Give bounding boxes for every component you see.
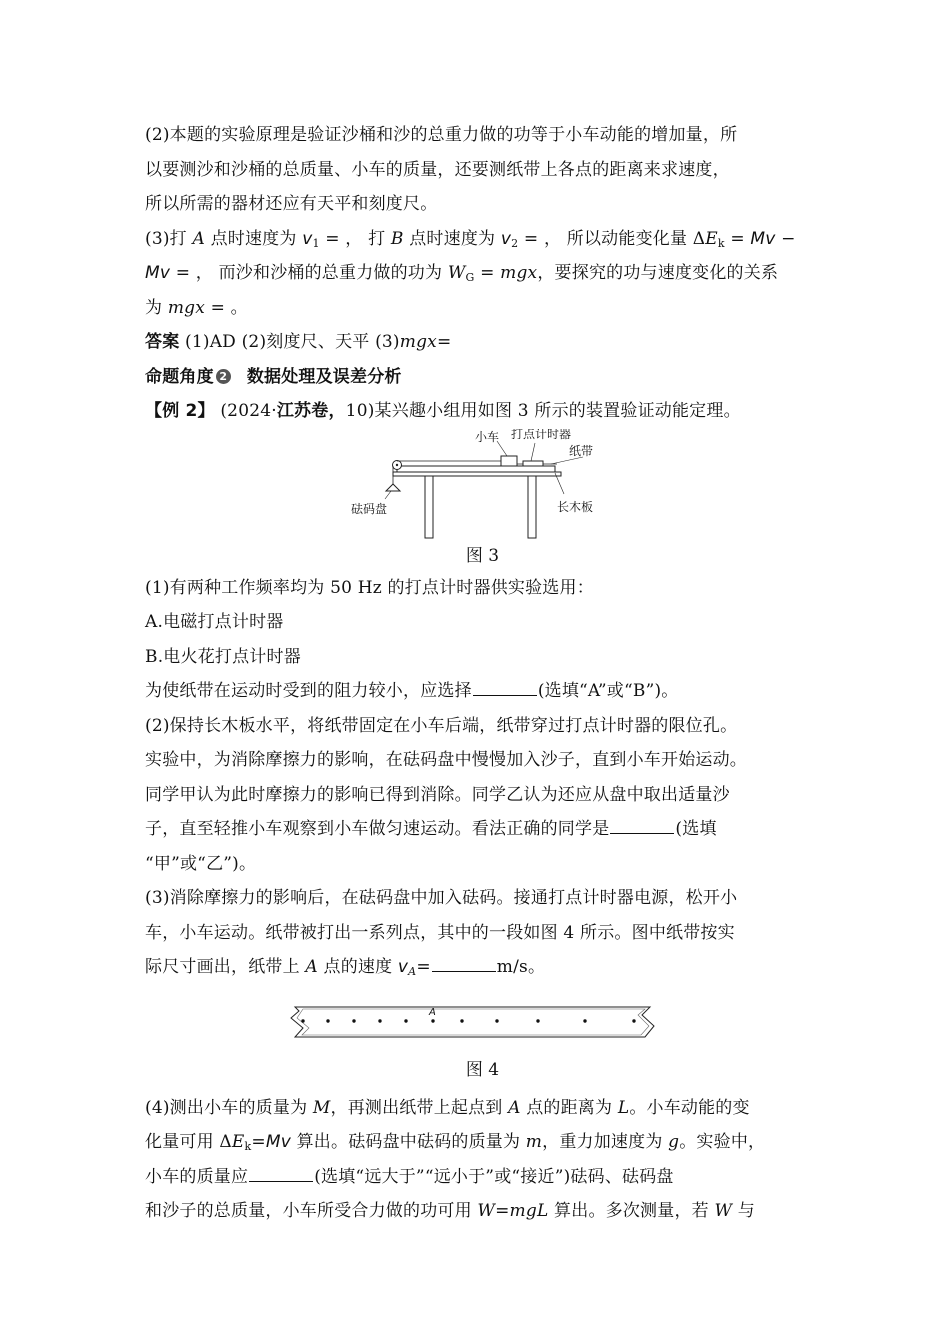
text: 子，直至轻推小车观察到小车做匀速运动。看法正确的同学是 xyxy=(145,819,610,839)
var-Mv: Mv xyxy=(265,1132,291,1152)
text: 和沙子的总质量，小车所受合力做的功可用 xyxy=(145,1201,478,1221)
var-B: B xyxy=(390,228,404,249)
text: 为 xyxy=(145,297,168,318)
text: 点的速度 xyxy=(317,957,398,977)
text: (选填“A”或“B”)。 xyxy=(537,681,679,701)
answer-blank xyxy=(473,681,537,696)
answer-text: (1)AD (2)刻度尺、天平 (3) xyxy=(179,332,400,352)
var-W: W xyxy=(714,1201,733,1221)
tape-dot-A xyxy=(431,1019,434,1022)
text: A.电磁打点计时器 xyxy=(145,612,284,632)
label-A: A xyxy=(429,1006,436,1018)
label-cart: 小车 xyxy=(475,429,500,444)
text: B.电火花打点计时器 xyxy=(145,646,301,667)
label-board: 长木板 xyxy=(557,499,594,514)
section-heading xyxy=(145,360,820,395)
text: (1)有两种工作频率均为 50 Hz 的打点计时器供实验选用： xyxy=(145,577,594,598)
question-2-line5 xyxy=(145,847,820,882)
answer-blank xyxy=(432,957,496,972)
text: 算出。砝码盘中砝码的质量为 xyxy=(290,1132,526,1152)
source-text: 10) xyxy=(345,401,375,421)
solution-part3-line3 xyxy=(145,291,820,326)
text: (选填“远大于”“远小于”或“接近”)砝码、砝码盘 xyxy=(314,1166,674,1187)
var-g: g xyxy=(668,1132,680,1152)
ticker-timer xyxy=(523,461,543,466)
var-M: M xyxy=(312,1097,331,1118)
text: 以要测沙和沙桶的总质量、小车的质量，还要测纸带上各点的距离来求速度， xyxy=(145,159,730,180)
text: 。实验中， xyxy=(679,1132,766,1152)
solution-part2-line3 xyxy=(145,187,820,222)
tape-dot xyxy=(495,1019,498,1022)
tape-dot xyxy=(404,1019,407,1022)
text: 所以所需的器材还应有天平和刻度尺。 xyxy=(145,194,438,214)
paper-tape-outline xyxy=(291,1007,654,1037)
text: 化量可用 Δ xyxy=(145,1132,232,1152)
tabletop xyxy=(393,472,561,476)
circled-number-icon: 2 xyxy=(216,369,231,384)
text: m/s。 xyxy=(496,957,546,977)
subscript: 1 xyxy=(312,236,320,250)
subscript: k xyxy=(244,1140,252,1153)
tape-dot xyxy=(326,1019,329,1022)
question-4-line1 xyxy=(145,1091,820,1126)
tape-dot xyxy=(301,1019,304,1022)
text: = xyxy=(436,332,452,352)
text: 为使纸带在运动时受到的阻力较小，应选择 xyxy=(145,681,472,701)
var-v: v xyxy=(397,957,409,977)
answer-label: 答案 xyxy=(145,332,180,352)
var-Mv: Mv xyxy=(145,263,171,283)
question-1-line4 xyxy=(145,674,820,709)
paper-tape-diagram xyxy=(145,995,820,1051)
tape-dot xyxy=(352,1019,355,1022)
text: = ， 所以动能变化量 Δ xyxy=(518,228,706,249)
label-timer: 打点计时器 xyxy=(511,428,572,441)
var-v1: v xyxy=(302,228,313,249)
figure-3 xyxy=(145,429,820,541)
text: − xyxy=(775,228,796,249)
leader-line xyxy=(531,443,535,461)
question-3-line1 xyxy=(145,881,820,916)
apparatus-diagram xyxy=(145,429,820,541)
text: ，重力加速度为 xyxy=(542,1132,669,1152)
tape-dot xyxy=(536,1019,539,1022)
question-4-line2 xyxy=(145,1125,820,1160)
text: = ， 打 xyxy=(319,228,391,249)
answer-blank xyxy=(610,819,674,834)
var-W: W xyxy=(447,263,466,283)
example-heading xyxy=(145,394,820,429)
text: 同学甲认为此时摩擦力的影响已得到消除。同学乙认为还应从盘中取出适量沙 xyxy=(145,784,730,805)
subscript: k xyxy=(717,236,725,250)
question-1-option-a xyxy=(145,605,820,640)
source-bold: 江苏卷， xyxy=(276,401,346,421)
text: (3)打 xyxy=(145,228,193,249)
question-2-line4 xyxy=(145,812,820,847)
var-m: m xyxy=(525,1132,543,1152)
long-board xyxy=(397,466,555,472)
text: “甲”或“乙”)。 xyxy=(145,853,257,874)
var-E: E xyxy=(705,228,718,249)
text: 与 xyxy=(732,1201,755,1221)
var-mgL: mgL xyxy=(509,1201,549,1221)
subscript: A xyxy=(408,965,417,978)
figure-4-caption: 图 4 xyxy=(465,1059,500,1080)
text: = xyxy=(495,1201,510,1221)
text: = 。 xyxy=(205,297,248,318)
text: = ， 而沙和沙桶的总重力做的功为 xyxy=(170,263,448,283)
answer-blank xyxy=(249,1167,313,1182)
cart xyxy=(501,456,517,466)
var-W: W xyxy=(477,1201,496,1221)
weight-pan xyxy=(386,484,400,491)
question-2-line3 xyxy=(145,778,820,813)
subscript: 2 xyxy=(511,236,519,250)
tape-dot xyxy=(583,1019,586,1022)
var-L: L xyxy=(617,1097,630,1118)
text: 点时速度为 xyxy=(204,228,303,249)
text: (2)本题的实验原理是验证沙桶和沙的总重力做的功等于小车动能的增加量，所 xyxy=(145,125,738,145)
figure-4 xyxy=(145,995,820,1051)
example-label: 【例 2】 xyxy=(145,401,215,421)
leader-line xyxy=(385,491,391,499)
section-title: 命题角度 xyxy=(145,366,214,387)
question-3-line3 xyxy=(145,950,820,985)
question-2-line1 xyxy=(145,709,820,744)
figure-3-caption: 图 3 xyxy=(465,545,500,566)
var-Mv: Mv xyxy=(750,228,776,249)
tape-dot xyxy=(378,1019,381,1022)
var-mgx: mgx xyxy=(399,332,437,352)
text: = xyxy=(251,1132,266,1152)
text: (4)测出小车的质量为 xyxy=(145,1097,313,1118)
text: 际尺寸画出，纸带上 xyxy=(145,957,306,977)
question-4-line4 xyxy=(145,1194,820,1229)
label-tape: 纸带 xyxy=(569,443,594,458)
text: 点的距离为 xyxy=(520,1097,618,1118)
var-mgx: mgx xyxy=(500,263,538,283)
var-v2: v xyxy=(500,228,512,249)
text: = xyxy=(724,228,751,249)
example-text: 某兴趣小组用如图 3 所示的装置验证动能定理。 xyxy=(374,401,741,421)
leader-line xyxy=(551,457,583,464)
text: 。小车动能的变 xyxy=(629,1097,750,1118)
var-A: A xyxy=(305,957,318,977)
solution-part3-line1 xyxy=(145,222,820,257)
text: 实验中，为消除摩擦力的影响，在砝码盘中慢慢加入沙子，直到小车开始运动。 xyxy=(145,750,747,770)
question-1-line1 xyxy=(145,571,820,606)
question-1-option-b xyxy=(145,640,820,675)
table-leg xyxy=(528,476,536,538)
text: (选填 xyxy=(675,819,717,839)
answer-line xyxy=(145,325,820,360)
question-4-line3 xyxy=(145,1160,820,1195)
text: 小车的质量应 xyxy=(145,1166,249,1187)
tape-dot xyxy=(632,1019,635,1022)
question-2-line2 xyxy=(145,743,820,778)
solution-part3-line2 xyxy=(145,256,820,291)
solution-part2-line1 xyxy=(145,118,820,153)
pulley-axle xyxy=(396,463,398,465)
var-A: A xyxy=(508,1097,521,1118)
document-page xyxy=(145,118,820,1229)
solution-part2-line2 xyxy=(145,153,820,188)
var-A: A xyxy=(192,228,205,249)
question-3-line2 xyxy=(145,916,820,951)
table-leg xyxy=(425,476,433,538)
var-E: E xyxy=(231,1132,245,1152)
text: = xyxy=(474,263,501,283)
tape-dot xyxy=(460,1019,463,1022)
text: = xyxy=(416,957,431,977)
text: ，再测出纸带上起点到 xyxy=(330,1097,509,1118)
text: 点时速度为 xyxy=(403,228,501,249)
text: ，要探究的功与速度变化的关系 xyxy=(537,263,779,283)
text: (2)保持长木板水平，将纸带固定在小车后端，纸带穿过打点计时器的限位孔。 xyxy=(145,715,738,736)
text: (3)消除摩擦力的影响后，在砝码盘中加入砝码。接通打点计时器电源，松开小 xyxy=(145,888,738,908)
section-subtitle: 数据处理及误差分析 xyxy=(246,366,402,387)
text: 算出。多次测量，若 xyxy=(548,1201,715,1221)
text: 车，小车运动。纸带被打出一系列点，其中的一段如图 4 所示。图中纸带按实 xyxy=(145,922,735,943)
var-mgx: mgx xyxy=(167,297,206,318)
subscript: G xyxy=(465,271,475,284)
source-text: (2024· xyxy=(214,401,277,421)
label-pan: 砝码盘 xyxy=(351,501,388,516)
